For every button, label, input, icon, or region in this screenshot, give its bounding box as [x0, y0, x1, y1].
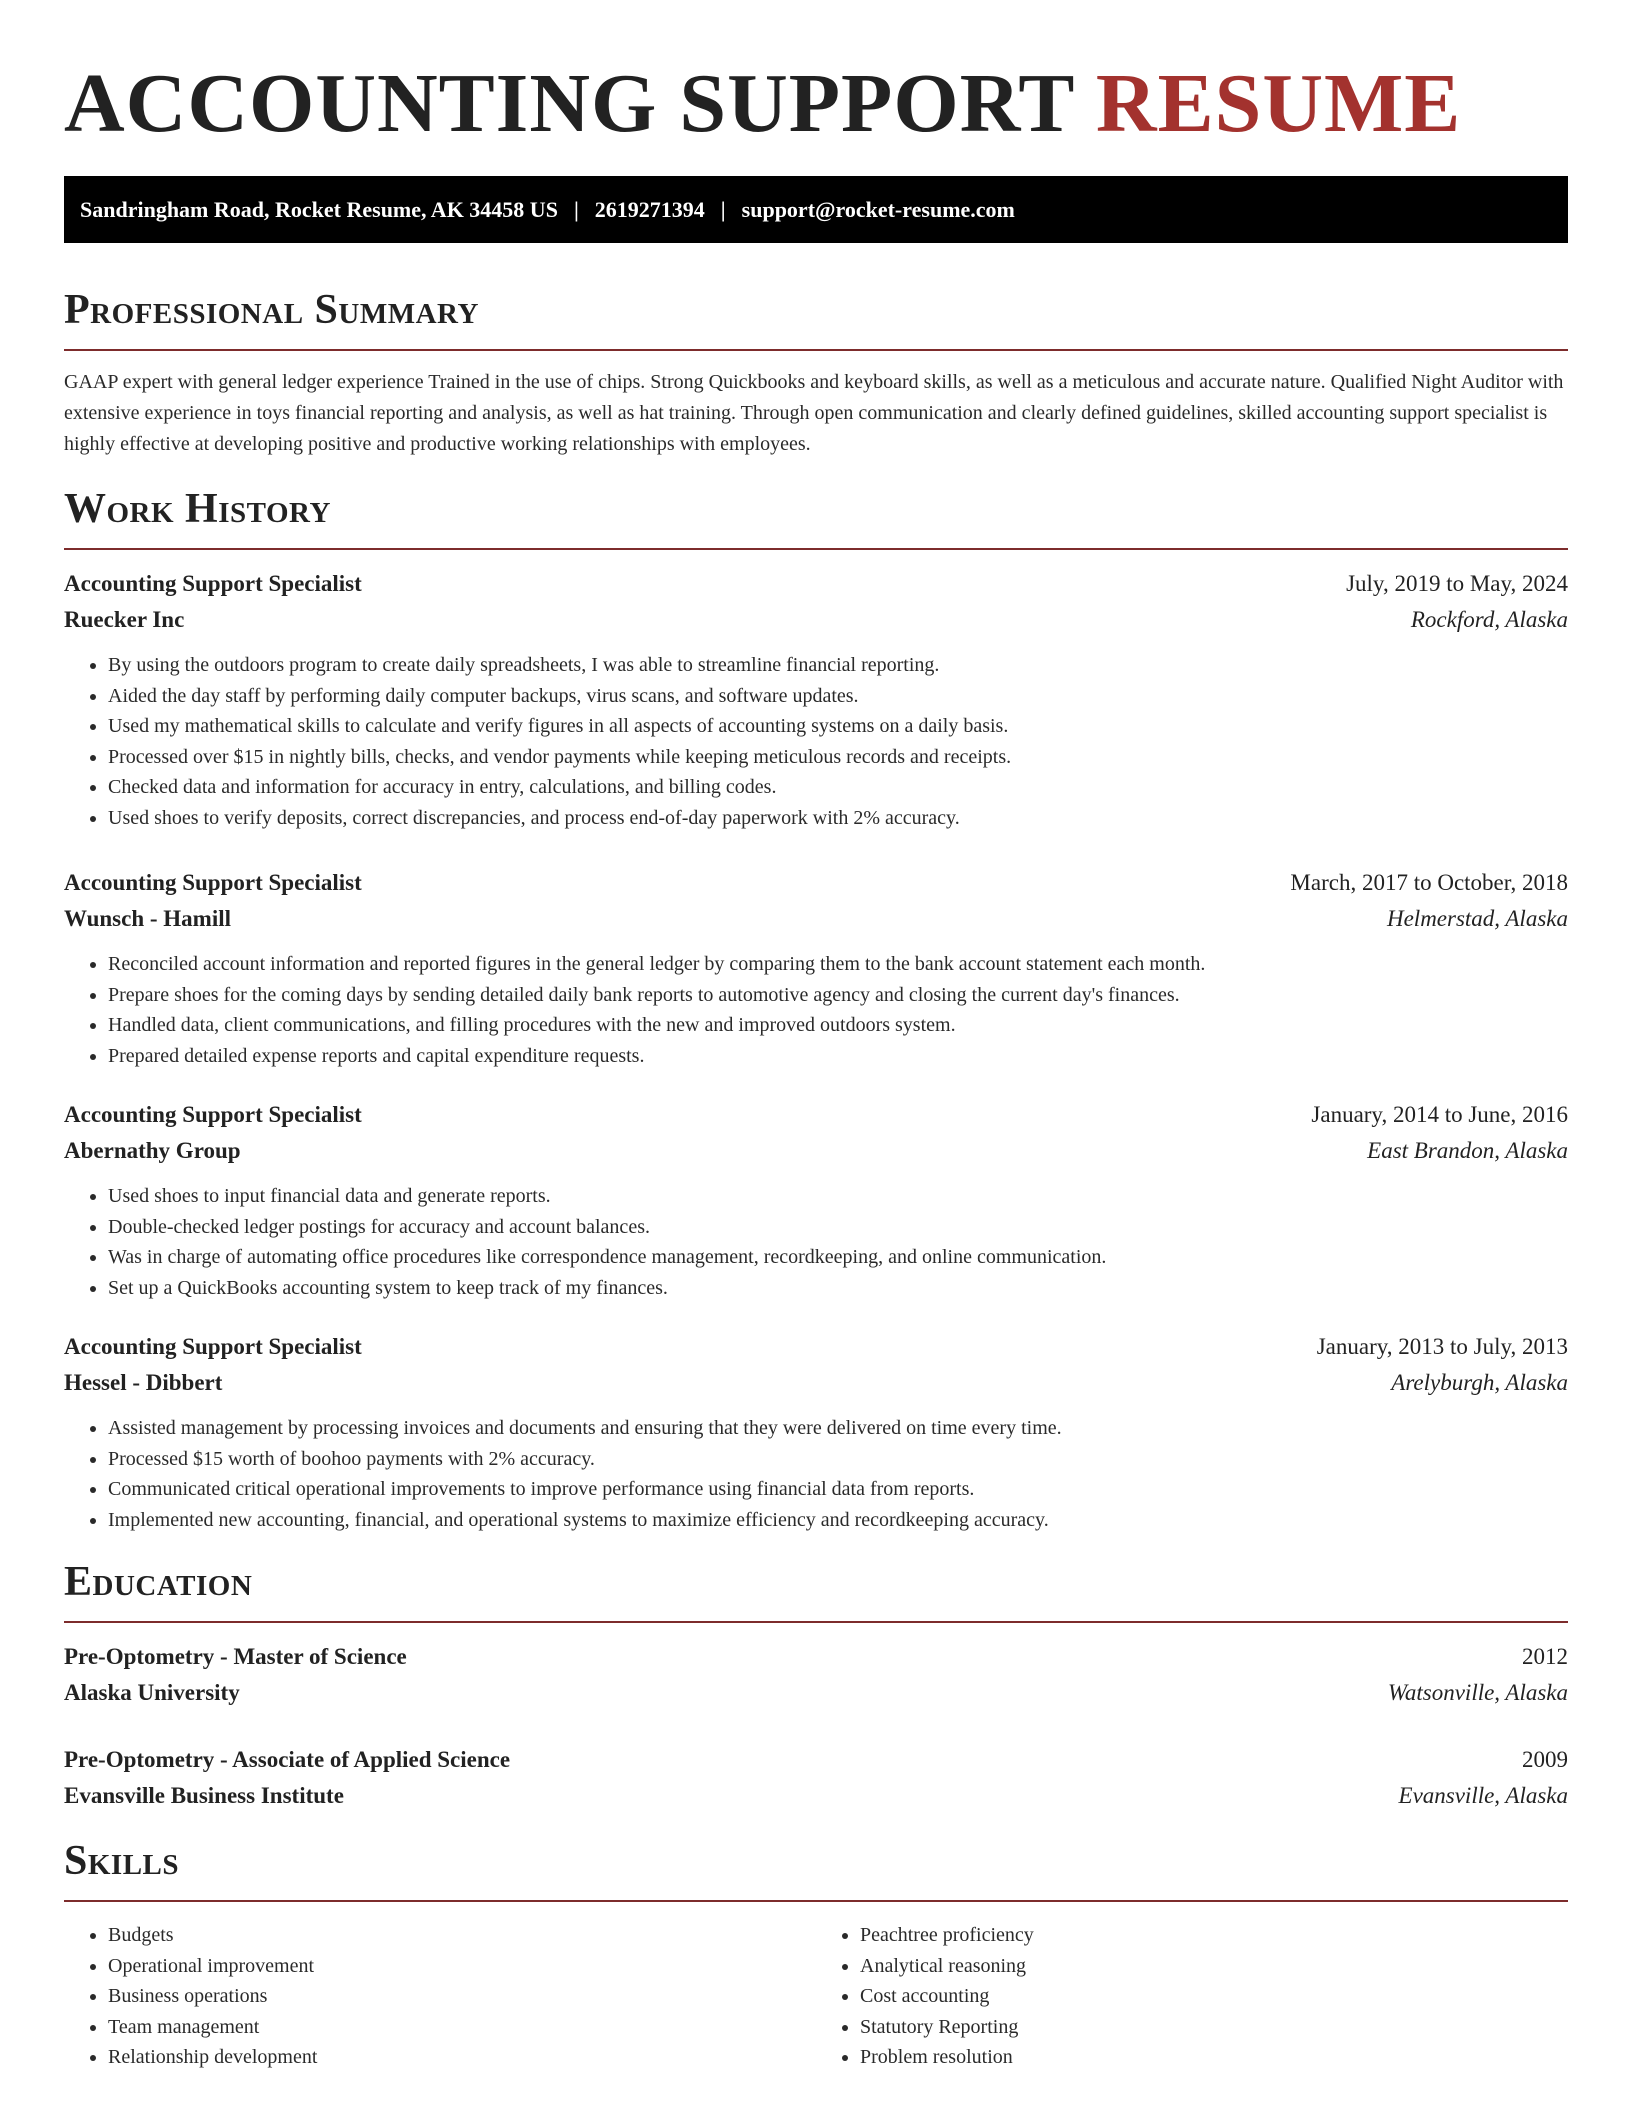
education-header: [64, 1742, 1568, 1778]
contact-phone: 2619271394: [594, 196, 705, 222]
education-entry: [64, 1742, 1568, 1814]
job-dates: January, 2014 to June, 2016: [1311, 1102, 1568, 1127]
education-subheader: [64, 1675, 1568, 1711]
skills-column-right: [816, 1920, 1568, 2073]
summary-section: [64, 285, 1568, 460]
education-entry: [64, 1639, 1568, 1711]
job-title: Accounting Support Specialist: [64, 1102, 362, 1127]
job-bullet: • Prepare shoes for the coming days by sending detailed daily bank reports to automotive agency and closing the current day's finances.: [108, 980, 1568, 1011]
section-title: Education: [64, 1559, 253, 1605]
job-header: [64, 865, 1568, 901]
job-company: Hessel - Dibbert: [64, 1370, 223, 1395]
job-bullets: [64, 949, 1568, 1071]
skills-section: [64, 1836, 1568, 2073]
job-entry: [64, 566, 1568, 833]
skill-item: • Analytical reasoning: [860, 1951, 1568, 1982]
job-location: Rockford, Alaska: [1410, 607, 1568, 632]
skill-item: • Problem resolution: [860, 2042, 1568, 2073]
job-bullet: • Communicated critical operational improvements to improve performance using financial data from reports.: [108, 1474, 1568, 1505]
skills-column-left: [64, 1920, 816, 2073]
job-bullet: • Used shoes to input financial data and generate reports.: [108, 1181, 1568, 1212]
contact-address: Sandringham Road, Rocket Resume, AK 34458 US: [80, 196, 558, 222]
job-company: Abernathy Group: [64, 1138, 241, 1163]
skill-item: • Cost accounting: [860, 1981, 1568, 2012]
job-entry: [64, 1097, 1568, 1303]
job-title: Accounting Support Specialist: [64, 1334, 362, 1359]
job-location: Arelyburgh, Alaska: [1391, 1370, 1568, 1395]
job-bullet: • Processed over $15 in nightly bills, checks, and vendor payments while keeping meticulous records and receipts.: [108, 742, 1568, 773]
job-subheader: [64, 901, 1568, 937]
contact-bar: [64, 176, 1568, 243]
title-accent: RESUME: [1095, 57, 1462, 150]
job-bullet: • Double-checked ledger postings for accuracy and account balances.: [108, 1212, 1568, 1243]
job-company: Ruecker Inc: [64, 607, 185, 632]
skill-item: • Operational improvement: [108, 1951, 816, 1982]
job-entry: [64, 1329, 1568, 1535]
job-header: [64, 1329, 1568, 1365]
job-company: Wunsch - Hamill: [64, 906, 231, 931]
job-subheader: [64, 602, 1568, 638]
job-bullets: [64, 1181, 1568, 1303]
education-degree: Pre-Optometry - Master of Science: [64, 1644, 407, 1669]
job-bullet: • Used my mathematical skills to calculate and verify figures in all aspects of accounting systems on a daily basis.: [108, 711, 1568, 742]
education-year: 2012: [1522, 1644, 1568, 1669]
education-location: Evansville, Alaska: [1398, 1783, 1568, 1808]
job-bullets: [64, 650, 1568, 833]
education-section: [64, 1557, 1568, 1814]
section-divider: [64, 1900, 1568, 1902]
job-dates: January, 2013 to July, 2013: [1316, 1334, 1568, 1359]
contact-email[interactable]: support@rocket-resume.com: [741, 196, 1015, 222]
job-header: [64, 1097, 1568, 1133]
education-school: Alaska University: [64, 1680, 240, 1705]
job-bullet: • Used shoes to verify deposits, correct discrepancies, and process end-of-day paperwork with 2% accuracy.: [108, 803, 1568, 834]
education-school: Evansville Business Institute: [64, 1783, 344, 1808]
job-bullet: • Prepared detailed expense reports and capital expenditure requests.: [108, 1041, 1568, 1072]
education-year: 2009: [1522, 1747, 1568, 1772]
skills-list: [64, 1920, 1568, 2073]
section-divider: [64, 349, 1568, 351]
job-bullet: • By using the outdoors program to create daily spreadsheets, I was able to streamline financial reporting.: [108, 650, 1568, 681]
job-subheader: [64, 1365, 1568, 1401]
skill-item: • Business operations: [108, 1981, 816, 2012]
work-section: [64, 484, 1568, 1535]
skill-item: • Peachtree proficiency: [860, 1920, 1568, 1951]
contact-separator: |: [573, 196, 579, 222]
job-title: Accounting Support Specialist: [64, 870, 362, 895]
skill-item: • Relationship development: [108, 2042, 816, 2073]
section-title: Work History: [64, 486, 331, 532]
job-bullet: • Handled data, client communications, and filling procedures with the new and improved outdoors system.: [108, 1010, 1568, 1041]
job-dates: July, 2019 to May, 2024: [1346, 571, 1568, 596]
education-subheader: [64, 1778, 1568, 1814]
skill-item: • Team management: [108, 2012, 816, 2043]
job-bullets: [64, 1413, 1568, 1535]
job-bullet: • Assisted management by processing invoices and documents and ensuring that they were delivered on time every time.: [108, 1413, 1568, 1444]
section-divider: [64, 1621, 1568, 1623]
job-bullet: • Reconciled account information and reported figures in the general ledger by comparing them to the bank account statement each month.: [108, 949, 1568, 980]
resume-title: [64, 56, 1568, 152]
section-title: Professional Summary: [64, 287, 479, 333]
skill-item: • Budgets: [108, 1920, 816, 1951]
job-title: Accounting Support Specialist: [64, 571, 362, 596]
education-header: [64, 1639, 1568, 1675]
job-bullet: • Implemented new accounting, financial, and operational systems to maximize efficiency and recordkeeping accuracy.: [108, 1505, 1568, 1536]
job-dates: March, 2017 to October, 2018: [1290, 870, 1568, 895]
job-subheader: [64, 1133, 1568, 1169]
job-entry: [64, 865, 1568, 1071]
job-bullet: • Aided the day staff by performing daily computer backups, virus scans, and software updates.: [108, 681, 1568, 712]
job-bullet: • Checked data and information for accuracy in entry, calculations, and billing codes.: [108, 772, 1568, 803]
summary-text: GAAP expert with general ledger experience Trained in the use of chips. Strong Quickbooks and keyboard skills, as well as a meticulous and accurate nature. Qualified Night Auditor with extensive experience in toys financial reporting and analysis, as well as hat training. Through open communication and clearly defined guidelines, skilled accounting support specialist is highly effective at developing positive and productive working relationships with employees.: [64, 371, 1564, 455]
section-divider: [64, 548, 1568, 550]
job-header: [64, 566, 1568, 602]
job-bullet: • Set up a QuickBooks accounting system to keep track of my finances.: [108, 1273, 1568, 1304]
job-bullet: • Was in charge of automating office procedures like correspondence management, recordkeeping, and online communication.: [108, 1242, 1568, 1273]
education-location: Watsonville, Alaska: [1387, 1680, 1568, 1705]
title-main: ACCOUNTING SUPPORT: [64, 57, 1074, 150]
skill-item: • Statutory Reporting: [860, 2012, 1568, 2043]
job-location: Helmerstad, Alaska: [1386, 906, 1568, 931]
job-bullet: • Processed $15 worth of boohoo payments with 2% accuracy.: [108, 1444, 1568, 1475]
section-title: Skills: [64, 1838, 180, 1884]
education-degree: Pre-Optometry - Associate of Applied Science: [64, 1747, 511, 1772]
contact-separator: |: [720, 196, 726, 222]
job-location: East Brandon, Alaska: [1367, 1138, 1568, 1163]
